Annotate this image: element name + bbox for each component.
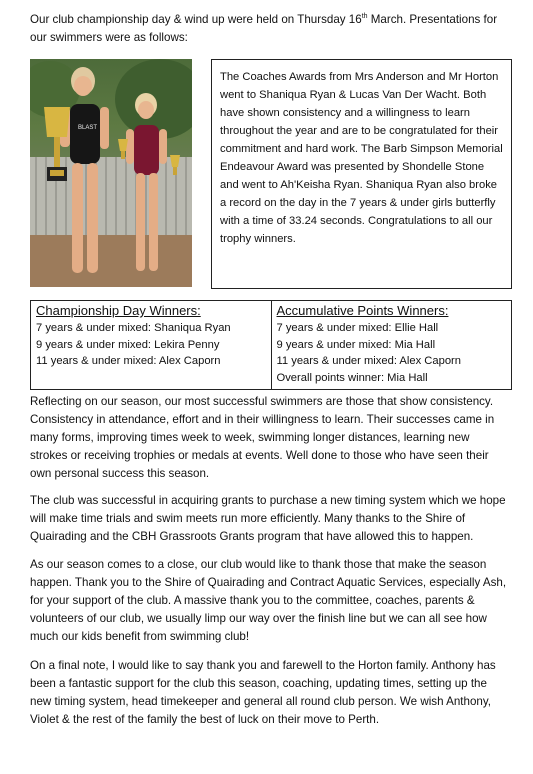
season-reflection-paragraph: Reflecting on our season, our most successful swimmers are those that show consistency. Consistency in attendance, effort and in their willingness to learn. Their successes came in many forms, improving times week to week, swimming longer distances, learning new strokes or receiving trophies or medals at events. Well done to those who have seen their own personal success this season. [30, 395, 495, 480]
thanks-paragraph: As our season comes to a close, our club would like to thank those that make the season happen. Thank you to the Shire of Quairading and Contract Aquatic Services, especially Ash, for your support of the club. A massive thank you to the committee, coaches, parents & volunteers of our club, we usually limp our way over the finish line but we can all see how much our kids benefit from swimming club! [30, 558, 507, 643]
winner-row: 9 years & under mixed: Lekira Penny [36, 338, 220, 351]
intro-superscript: th [361, 13, 368, 21]
grants-paragraph: The club was successful in acquiring grants to purchase a new timing system which we hope will make time trials and swim meets run more efficiently. Many thanks to the Shire of Quairading and the CBH Grassroots Grants program that have allowed this to happen. [30, 494, 506, 543]
championship-winners-column [31, 301, 271, 389]
championship-title: Championship Day Winners: [36, 303, 201, 318]
intro-text: Our club championship day & wind up were held on Thursday 16 [30, 13, 362, 26]
swimsuit-text: BLAST [78, 125, 98, 131]
winner-row: 11 years & under mixed: Alex Caporn [36, 355, 221, 367]
awards-textbox [211, 59, 512, 289]
accumulative-winners-column [271, 301, 512, 389]
trophy-winners-photo [30, 59, 192, 287]
ground [30, 235, 192, 287]
farewell-paragraph: On a final note, I would like to say thank you and farewell to the Horton family. Anthony has been a fantastic support for the club this season, coaching, updating times, setting up the new timing system, head timekeeper and general all round club person. We wish Anthony, Violet & the rest of the family the best of luck on their move to Perth. [30, 659, 496, 726]
awards-text: The Coaches Awards from Mrs Anderson and Mr Horton went to Shaniqua Ryan & Lucas Van Der Wacht. Both have shown consistency and a willingness to learn throughout the year and are to be congratulated for their commitment and hard work. The Barb Simpson Memorial Endeavour Award was presented by Shondelle Stone and went to Ah'Keisha Ryan. Shaniqua Ryan also broke a record on the day in the 7 years & under girls butterfly with a time of 33.24 seconds. Congratulations to all our trophy winners. [220, 71, 503, 245]
winner-row: 9 years & under mixed: Mia Hall [276, 338, 436, 351]
intro-text-end: March. Presentations for our swimmers were as follows: [30, 13, 498, 44]
intro-paragraph [30, 11, 508, 47]
winner-row: Overall points winner: Mia Hall [276, 371, 428, 384]
photo-illustration [30, 59, 192, 287]
winners-table [30, 300, 512, 390]
winner-row: 7 years & under mixed: Shaniqua Ryan [36, 322, 231, 334]
accumulative-title: Accumulative Points Winners: [276, 303, 449, 318]
winner-row: 7 years & under mixed: Ellie Hall [276, 322, 439, 334]
winner-row: 11 years & under mixed: Alex Caporn [276, 355, 461, 367]
